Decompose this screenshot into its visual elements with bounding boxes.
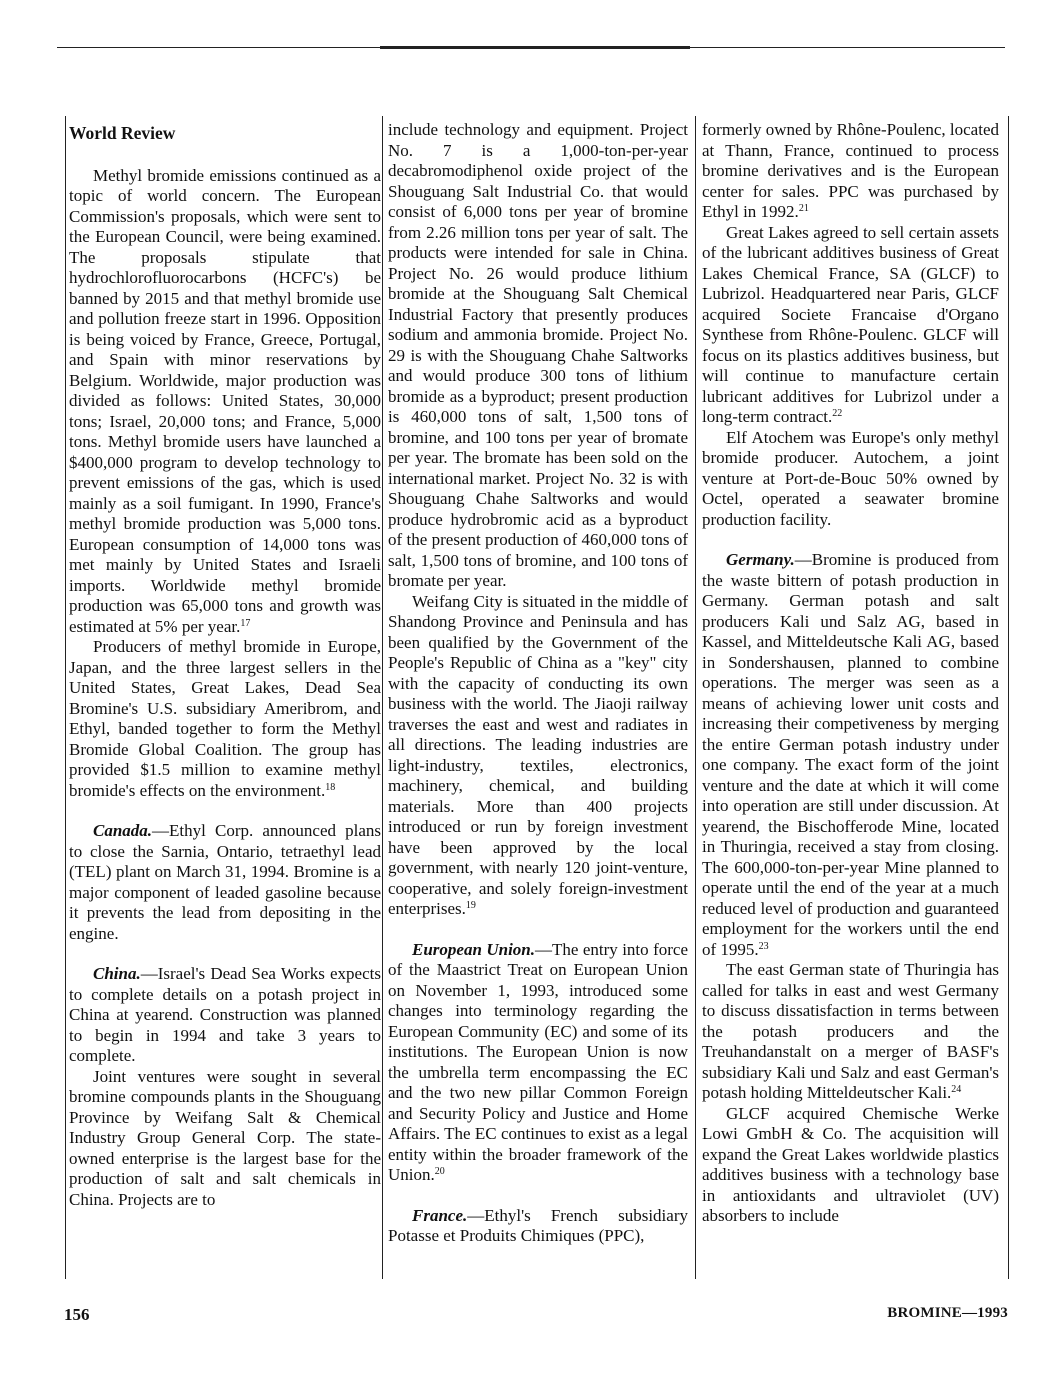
paragraph: GLCF acquired Chemische Werke Lowi GmbH & Co. The acquisition will expand the Great Lakes worldwide plastics additives business with a technology base in antioxidants and ultraviolet (UV) absorbers to include: [702, 1103, 999, 1225]
column-2: [388, 120, 688, 1247]
subheading-france: France.: [412, 1205, 468, 1225]
subheading-china: China.: [93, 964, 141, 983]
footnote-ref: 21: [798, 203, 809, 214]
paragraph: Great Lakes agreed to sell certain assets of the lubricant additives business of Great Lakes Chemical France, SA (GLCF) to Lubrizol. Headquartered near Paris, GLCF acquired Societe Francaise d'Organo Synthese from Rhône-Poulenc. GLCF will focus on its plastics additives business, but will continue to manufacture certain lubricant additives for Lubrizol under a long-term contract.$^{22}$: [702, 222, 999, 426]
paragraph: Elf Atochem was Europe's only methyl bromide producer. Autochem, a joint venture at Port-de-Bouc 50% owned by Octel, operated a seawater bromine production facility.: [702, 427, 999, 529]
paragraph-china: China.—Israel's Dead Sea Works expects to complete details on a potash project in China at yearend. Construction was planned to begin in 1994 and take 3 years to complete.: [69, 964, 381, 1065]
paragraph: Producers of methyl bromide in Europe, Japan, and the three largest sellers in the United States, Great Lakes, Dead Sea Bromine's U.S. subsidiary Ameribrom, and Ethyl, banded together to form the Methyl Bromide Global Coalition. The group has provided $1.5 million to examine methyl bromide's effects on the environment.$^{18}$: [69, 637, 381, 800]
paragraph-france: France.—Ethyl's French subsidiary Potasse et Produits Chimiques (PPC),: [388, 1205, 688, 1245]
section-heading: World Review: [69, 123, 176, 143]
footnote-ref: 17: [240, 617, 251, 629]
footnote-ref: 24: [951, 1084, 962, 1095]
subheading-canada: Canada.: [93, 821, 153, 840]
paragraph-germany: Germany.—Bromine is produced from the waste bittern of potash production in Germany. German potash and salt producers Kali und Salz AG, based in Kassel, and Mitteldeutsche Kali AG, based in Sondershausen, planned to combine operations. The merger was seen as a means of achieving lower unit costs and increasing their competiveness by merging the entire German potash industry under one company. The exact form of the joint venture and the date at which it will come into operation are still under discussion. At yearend, the Bischofferode Mine, located in Thuringia, received a stay from closing. The 600,000-ton-per-year Mine planned to operate until the end of the year at a much reduced level of production and guaranteed employment for the workers until the end of 1995.23: [702, 550, 999, 959]
paragraph-canada: Canada.—Ethyl Corp. announced plans to close the Sarnia, Ontario, tetraethyl lead (TEL) plant on March 31, 1994. Bromine is a major component of leaded gasoline because it prevents the lead from depositing in the engine.: [69, 821, 381, 943]
footnote-ref: 20: [434, 1166, 445, 1177]
footnote-ref: 19: [465, 900, 476, 911]
paragraph: Weifang City is situated in the middle of Shandong Province and Peninsula and has been qualified by the Government of the People's Republic of China as a "key" city with the capacity of conducting its own business with the world. The Jiaoji railway traverses the east and west and radiates in all directions. The leading industries are light-industry, textiles, electronics, machinery, chemical, and building materials. More than 400 projects introduced or run by foreign investment have been approved by the local government, with nearly 120 joint-venture, cooperative, and solely foreign-investment enterprises.$^{19}$: [388, 591, 688, 918]
column-rule-right: [1008, 116, 1009, 1279]
paragraph: Methyl bromide emissions continued as a topic of world concern. The European Commission's proposals, which were sent to the European Council, were being examined. The proposals stipulate that hydrochlorofluorocarbons (HCFC's) be banned by 2015 and that methyl bromide use and pollution freeze start in 1996. Opposition is being voiced by France, Greece, Portugal, and Spain with minor reservations by Belgium. Worldwide, major production was divided as follows: United States, 30,000 tons; Israel, 20,000 tons; and France, 5,000 tons. Methyl bromide users have launched a $400,000 program to develop technology to prevent emissions of the gas, which is used mainly as a soil fumigant. In 1990, France's methyl bromide production was 5,000 tons. European consumption of 14,000 tons was met mainly by United States and Israeli imports. Worldwide methyl bromide production was 65,000 tons and growth was estimated at 5% per year.$^{17}$: [69, 165, 381, 636]
footnote-ref: 23: [758, 940, 769, 952]
column-rule-2: [695, 116, 696, 1279]
paragraph-european-union: European Union.—The entry into force of the Maastrict Treat on European Union on November 1, 1993, introduced some changes into terminology regarding the European Community (EC) and some of its institutions. The European Union is now the umbrella term encompassing the EC and the two new pillar Common Foreign and Security Policy and Justice and Home Affairs. The EC continues to exist as a legal entity within the broader framework of the Union.$^{20}$: [388, 939, 688, 1184]
footnote-ref: 18: [325, 781, 336, 793]
subheading-germany: Germany.: [726, 550, 795, 569]
paragraph: formerly owned by Rhône-Poulenc, located at Thann, France, continued to process bromine derivatives and is the European center for sales. PPC was purchased by Ethyl in 1992.21: [702, 120, 999, 221]
paragraph: include technology and equipment. Project No. 7 is a 1,000-ton-per-year decabromodiphenol oxide project of the Shouguang Salt Industrial Co. that would consist of 6,000 tons per year of bromine from 2.26 million tons per year of salt. The products were intended for sale in China. Project No. 26 would produce lithium bromide at the Shouguang Salt Chemical Industrial Factory that presently produces sodium and ammonia bromide. Project No. 29 is with the Shouguang Chahe Saltworks and would produce 300 tons of lithium bromide as a byproduct; present production is 460,000 tons of salt, 1,500 tons of bromine, and 100 tons per year of bromate per year. The bromate has been sold on the international market. Project No. 32 is with Shouguang Chahe Saltworks and would produce hydrobromic acid as a byproduct of the present production of 460,000 tons of salt, 1,500 tons of bromine, and 100 tons of bromate per year.: [388, 120, 688, 590]
paragraph: Joint ventures were sought in several bromine compounds plants in the Shouguang Province by Weifang Salt & Chemical Industry Group General Corp. The state-owned enterprise is the largest base for the production of salt and salt chemicals in China. Projects are to: [69, 1066, 381, 1209]
column-rule-left: [65, 116, 66, 1279]
running-title: BROMINE—1993: [887, 1305, 1008, 1321]
column-rule-1: [382, 116, 383, 1279]
top-rule-accent: [380, 46, 690, 49]
column-3: [702, 120, 999, 1227]
subheading-european-union: European Union.: [412, 939, 535, 959]
page-number: 156: [64, 1305, 90, 1324]
column-1: [69, 120, 381, 1210]
footnote-ref: 22: [832, 408, 843, 419]
paragraph: The east German state of Thuringia has called for talks in east and west Germany to discuss dissatisfaction in terms between the potash producers and the Treuhandanstalt on a merger of BASF's subsidiary Kali und Salz and east German's potash holding Mitteldeutscher Kali.$^{24}$: [702, 960, 999, 1102]
